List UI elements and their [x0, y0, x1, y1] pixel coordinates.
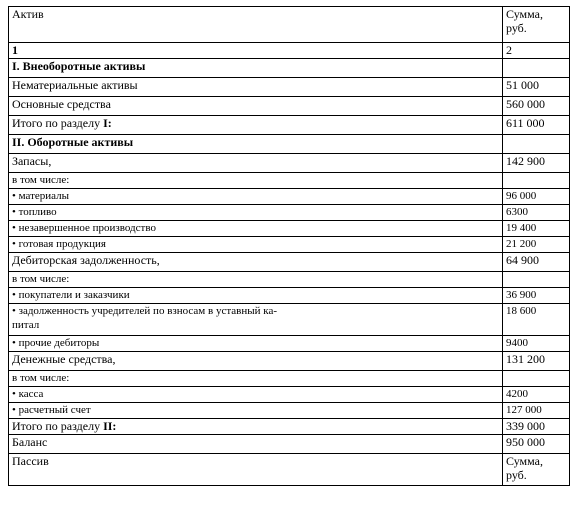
section-heading-row: I. Внеоборотные активы: [9, 59, 570, 78]
balance-sheet: [8, 6, 569, 486]
table-row: • топливо 6300: [9, 205, 570, 221]
table-row: • касса 4200: [9, 387, 570, 403]
subtotal-row: Итого по разделу I: 611 000: [9, 116, 570, 135]
header-sum-cell: Сумма, руб.: [503, 7, 570, 43]
header-asset-cell: Актив: [9, 7, 503, 43]
table-row: в том числе:: [9, 173, 570, 189]
table-row: • незавершенное производство 19 400: [9, 221, 570, 237]
table-row: • материалы 96 000: [9, 189, 570, 205]
table-row: Дебиторская задолженность, 64 900: [9, 253, 570, 272]
table-row: • расчетный счет 127 000: [9, 403, 570, 419]
numbering-row: 1 2: [9, 43, 570, 59]
liabilities-header-row: Пассив Сумма, руб.: [9, 454, 570, 486]
table-row: • готовая продукция 21 200: [9, 237, 570, 253]
table-row: в том числе:: [9, 272, 570, 288]
table-row: Запасы, 142 900: [9, 154, 570, 173]
table-row: • покупатели и заказчики 36 900: [9, 288, 570, 304]
balance-total-row: Баланс 950 000: [9, 435, 570, 454]
balance-table: [8, 6, 570, 486]
subtotal-row: Итого по разделу II: 339 000: [9, 419, 570, 435]
table-row: Денежные средства, 131 200: [9, 352, 570, 371]
table-row: • прочие дебиторы 9400: [9, 336, 570, 352]
table-row: Основные средства 560 000: [9, 97, 570, 116]
section-heading-row: II. Оборотные активы: [9, 135, 570, 154]
table-row: в том числе:: [9, 371, 570, 387]
table-row: Нематериальные активы 51 000: [9, 78, 570, 97]
table-row: • задолженность учредителей по взносам в уставный ка- питал 18 600: [9, 304, 570, 336]
table-header-row: [9, 7, 570, 43]
